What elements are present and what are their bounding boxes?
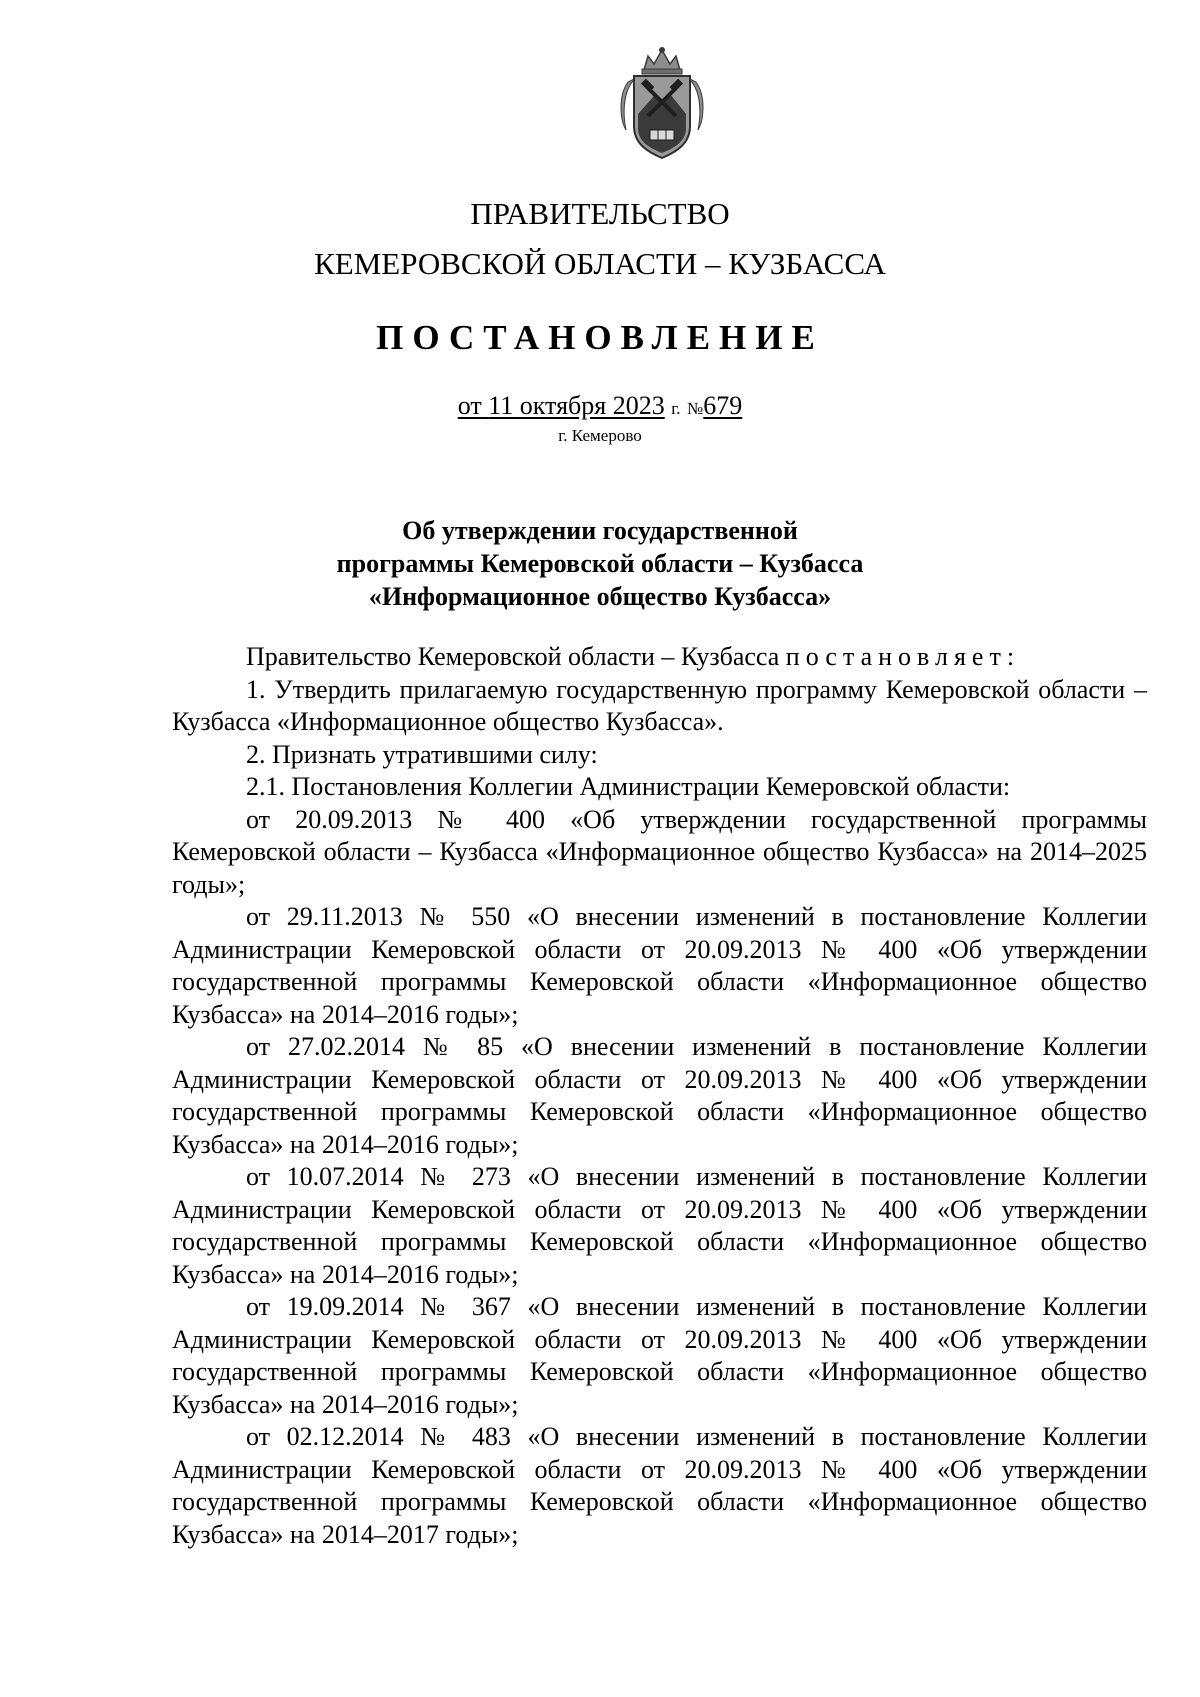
document-date: 11 октября 2023 [488,391,665,420]
title-line2: программы Кемеровской области – Кузбасса [336,549,864,578]
number-sign: № [687,399,704,418]
repealed-act-paragraph: от 20.09.2013 № 400 «Об утверждении государственной программы Кемеровской области – Кузбасса «Информационное общество Кузбасса» на 2014–2025 годы»; [172,804,1147,899]
document-date-number [0,391,1200,424]
intro-verb: постановляет [785,642,1007,671]
item-1-paragraph: 1. Утвердить прилагаемую государственную программу Кемеровской области – Кузбасса «Информационное общество Кузбасса». [172,674,1147,736]
kuzbass-coat-of-arms-icon [614,44,710,162]
date-prefix: от [457,391,482,420]
repealed-act-paragraph: от 29.11.2013 № 550 «О внесении изменений в постановление Коллегии Администрации Кемеровской области от 20.09.2013 № 400 «Об утверждении государственной программы Кемеровской области «Информационное общество Кузбасса» на 2014–2016 годы»; [172,902,1147,1029]
repealed-act-paragraph: от 19.09.2014 № 367 «О внесении изменений в постановление Коллегии Администрации Кемеровской области от 20.09.2013 № 400 «Об утверждении государственной программы Кемеровской области «Информационное общество Кузбасса» на 2014–2016 годы»; [172,1292,1147,1419]
repealed-act-paragraph: от 02.12.2014 № 483 «О внесении изменений в постановление Коллегии Администрации Кемеровской области от 20.09.2013 № 400 «Об утверждении государственной программы Кемеровской области «Информационное общество Кузбасса» на 2014–2017 годы»; [172,1422,1147,1549]
intro-text: Правительство Кемеровской области – Кузбасса [246,642,780,671]
repealed-act-paragraph: от 27.02.2014 № 85 «О внесении изменений в постановление Коллегии Администрации Кемеровской области от 20.09.2013 № 400 «Об утверждении государственной программы Кемеровской области «Информационное общество Кузбасса» на 2014–2016 годы»; [172,1032,1147,1159]
document-city: г. Кемерово [558,426,642,445]
title-line1: Об утверждении государственной [402,516,798,545]
item-2-1-paragraph: 2.1. Постановления Коллегии Администрации Кемеровской области: [246,772,1011,801]
item-2-paragraph: 2. Признать утратившими силу: [246,739,598,769]
government-name-line1: ПРАВИТЕЛЬСТВО [470,196,730,231]
document-type-heading: ПОСТАНОВЛЕНИЕ [376,318,824,357]
intro-colon: : [1006,642,1015,671]
year-suffix: г. [671,399,681,418]
repealed-act-paragraph: от 10.07.2014 № 273 «О внесении изменений в постановление Коллегии Администрации Кемеровской области от 20.09.2013 № 400 «Об утверждении государственной программы Кемеровской области «Информационное общество Кузбасса» на 2014–2016 годы»; [172,1162,1147,1289]
document-body [172,641,1147,1551]
intro-paragraph [172,641,1147,674]
title-line3: «Информационное общество Кузбасса» [368,582,832,611]
document-title [0,514,1200,613]
document-number: 679 [703,391,743,420]
government-name-line2: КЕМЕРОВСКОЙ ОБЛАСТИ – КУЗБАССА [314,246,886,281]
